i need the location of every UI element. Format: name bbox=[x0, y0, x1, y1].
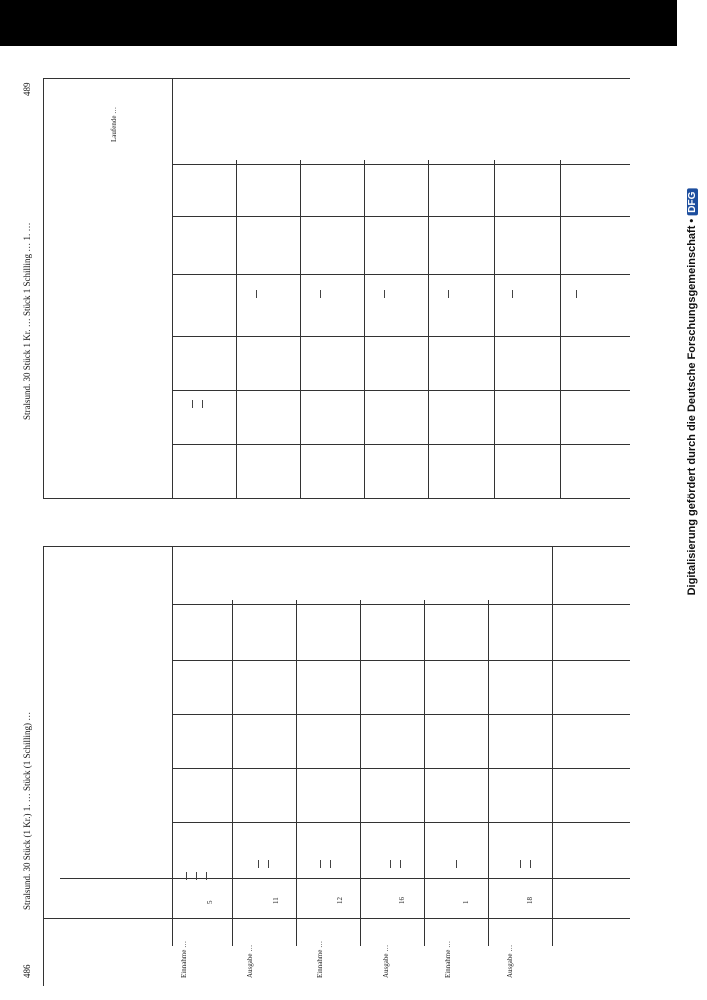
upper-table-col-divider bbox=[560, 160, 561, 498]
dfg-credit-text: Digitalisierung gefördert durch die Deutsche Forschungsgemeinschaft • bbox=[686, 218, 698, 596]
upper-table-rule bbox=[172, 336, 630, 337]
section-mark: 5 bbox=[206, 900, 214, 904]
upper-table-left-border bbox=[43, 78, 44, 498]
lower-table-rule bbox=[172, 660, 630, 661]
upper-table-rule bbox=[172, 164, 630, 165]
lower-table-left-border bbox=[43, 546, 44, 986]
right-page-number: 489 bbox=[22, 82, 32, 96]
row-label: Ausgabe … bbox=[382, 944, 390, 978]
row-label: Ausgabe … bbox=[246, 944, 254, 978]
lower-table-rule bbox=[43, 918, 630, 919]
upper-table-rule bbox=[172, 444, 630, 445]
upper-table-rule bbox=[172, 216, 630, 217]
upper-table-bottom-border bbox=[43, 498, 630, 499]
section-mark: 12 bbox=[336, 897, 344, 904]
left-page-number: 486 bbox=[22, 964, 32, 978]
upper-table-col-divider bbox=[236, 160, 237, 498]
upper-table-top-border bbox=[43, 78, 630, 79]
section-mark: 11 bbox=[272, 897, 280, 904]
lower-table-rule bbox=[172, 822, 630, 823]
section-mark: 18 bbox=[526, 897, 534, 904]
section-mark: 1 bbox=[462, 900, 470, 904]
lower-table-col-divider bbox=[360, 600, 361, 946]
dfg-logo-badge: DFG bbox=[687, 189, 698, 216]
dfg-credit-line bbox=[686, 189, 698, 596]
row-label: Einnahme … bbox=[316, 940, 324, 978]
lower-table-top-border bbox=[43, 546, 630, 547]
upper-table-col-divider bbox=[300, 160, 301, 498]
lower-table-col-divider bbox=[424, 600, 425, 946]
lower-table-col-divider bbox=[232, 600, 233, 946]
left-page-title: Stralsund. 30 Stück (1 Kr.) 1. … Stück (1 Schilling) … bbox=[22, 711, 32, 910]
row-label: Ausgabe … bbox=[506, 944, 514, 978]
right-table-column-header: Laufende … bbox=[110, 106, 118, 142]
section-mark: 16 bbox=[398, 897, 406, 904]
right-page-title: Stralsund. 30 Stück 1 Kr. … Stück 1 Schilling … 1. … bbox=[22, 222, 32, 420]
upper-table-col-divider bbox=[172, 78, 173, 498]
lower-table-rule bbox=[172, 714, 630, 715]
lower-table-rule bbox=[172, 604, 630, 605]
row-label: Einnahme … bbox=[444, 940, 452, 978]
row-label: Einnahme … bbox=[180, 940, 188, 978]
upper-table-rule bbox=[172, 390, 630, 391]
upper-table-col-divider bbox=[428, 160, 429, 498]
upper-table-rule bbox=[172, 274, 630, 275]
lower-table-col-divider bbox=[172, 546, 173, 946]
top-black-bar bbox=[0, 0, 707, 46]
upper-table-col-divider bbox=[364, 160, 365, 498]
lower-table-col-divider bbox=[296, 600, 297, 946]
lower-table-rule bbox=[172, 768, 630, 769]
lower-table-rule bbox=[60, 878, 630, 879]
lower-table-col-divider bbox=[552, 546, 553, 946]
lower-table-col-divider bbox=[488, 600, 489, 946]
upper-table-col-divider bbox=[494, 160, 495, 498]
